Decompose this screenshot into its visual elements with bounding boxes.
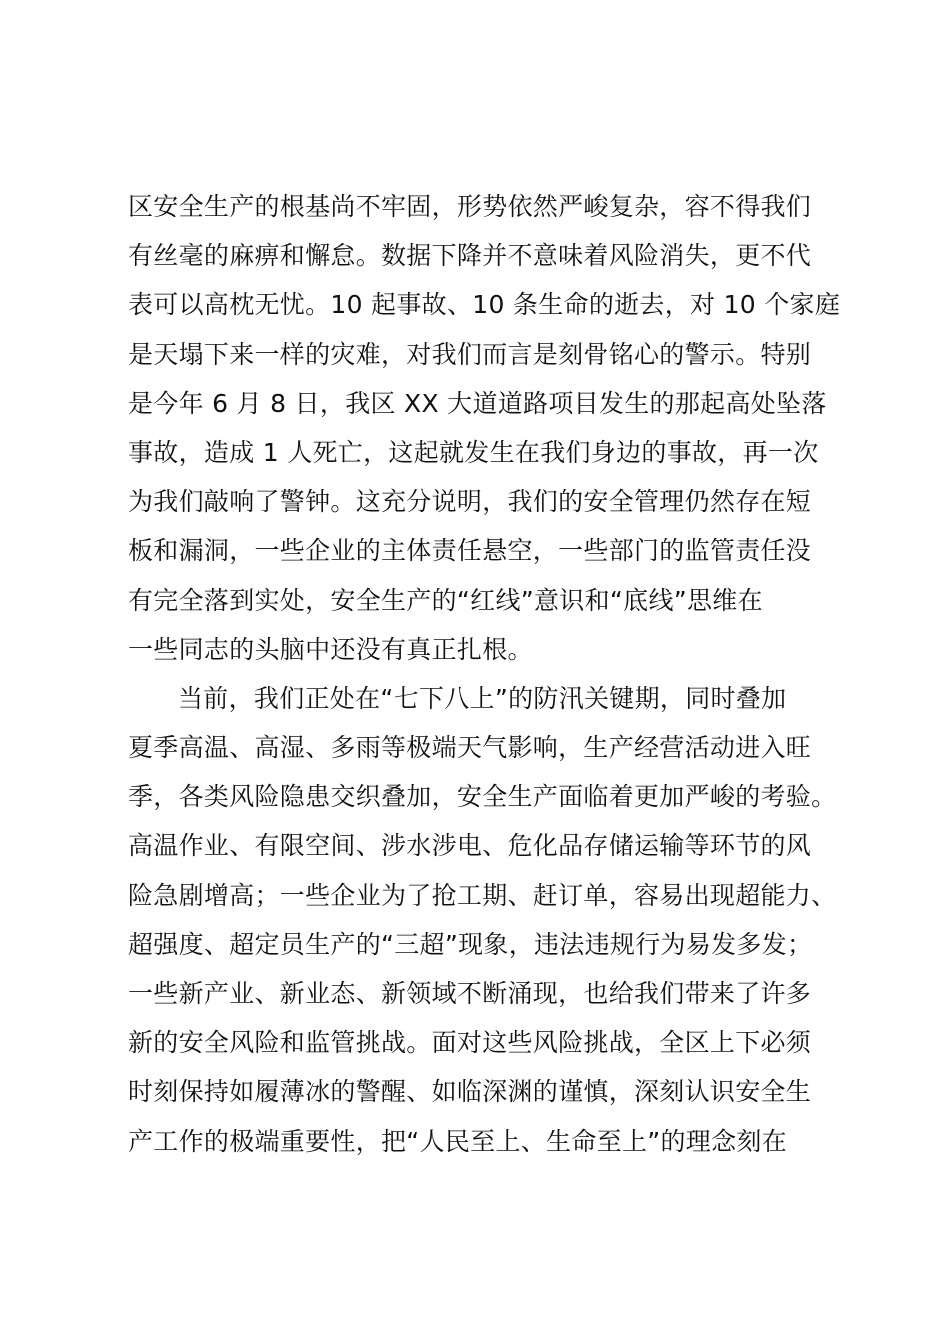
text-line: 超强度、超定员生产的“三超”现象，违法违规行为易发多发； bbox=[128, 929, 813, 959]
text-line: 险急剧增高；一些企业为了抢工期、赶订单，容易出现超能力、 bbox=[128, 880, 837, 910]
text-line: 夏季高温、高湿、多雨等极端天气影响，生产经营活动进入旺 bbox=[128, 733, 812, 763]
text-line: 时刻保持如履薄冰的警醒、如临深渊的谨慎，深刻认识安全生 bbox=[128, 1077, 812, 1107]
body-text bbox=[128, 182, 841, 1166]
text-line: 新的安全风险和监管挑战。面对这些风险挑战，全区上下必须 bbox=[128, 1028, 812, 1058]
text-line: 区安全生产的根基尚不牢固，形势依然严峻复杂，容不得我们 bbox=[128, 192, 812, 221]
text-line: 事故，造成 1 人死亡，这起就发生在我们身边的事故，再一次 bbox=[128, 437, 819, 467]
text-line: 季，各类风险隐患交织叠加，安全生产面临着更加严峻的考验。 bbox=[128, 782, 837, 812]
paragraph-1 bbox=[128, 182, 841, 674]
text-line: 一些新产业、新业态、新领域不断涌现，也给我们带来了许多 bbox=[128, 979, 812, 1008]
text-line: 有丝毫的麻痹和懈怠。数据下降并不意味着风险消失，更不代 bbox=[128, 241, 812, 271]
text-line: 表可以高枕无忧。10 起事故、10 条生命的逝去，对 10 个家庭 bbox=[128, 290, 841, 320]
text-line: 为我们敲响了警钟。这充分说明，我们的安全管理仍然存在短 bbox=[128, 487, 812, 517]
text-line: 板和漏洞，一些企业的主体责任悬空，一些部门的监管责任没 bbox=[128, 536, 812, 566]
text-line: 当前，我们正处在“七下八上”的防汛关键期，同时叠加 bbox=[178, 683, 787, 713]
text-line: 有完全落到实处，安全生产的“红线”意识和“底线”思维在 bbox=[128, 585, 763, 615]
text-line: 是今年 6 月 8 日，我区 XX 大道道路项目发生的那起高处坠落 bbox=[128, 388, 827, 418]
text-line: 是天塌下来一样的灾难，对我们而言是刻骨铭心的警示。特别 bbox=[128, 339, 812, 369]
paragraph-2 bbox=[128, 674, 838, 1166]
text-line: 一些同志的头脑中还没有真正扎根。 bbox=[128, 634, 533, 664]
text-line: 高温作业、有限空间、涉水涉电、危化品存储运输等环节的风 bbox=[128, 831, 812, 861]
text-line: 产工作的极端重要性，把“人民至上、生命至上”的理念刻在 bbox=[128, 1126, 788, 1156]
